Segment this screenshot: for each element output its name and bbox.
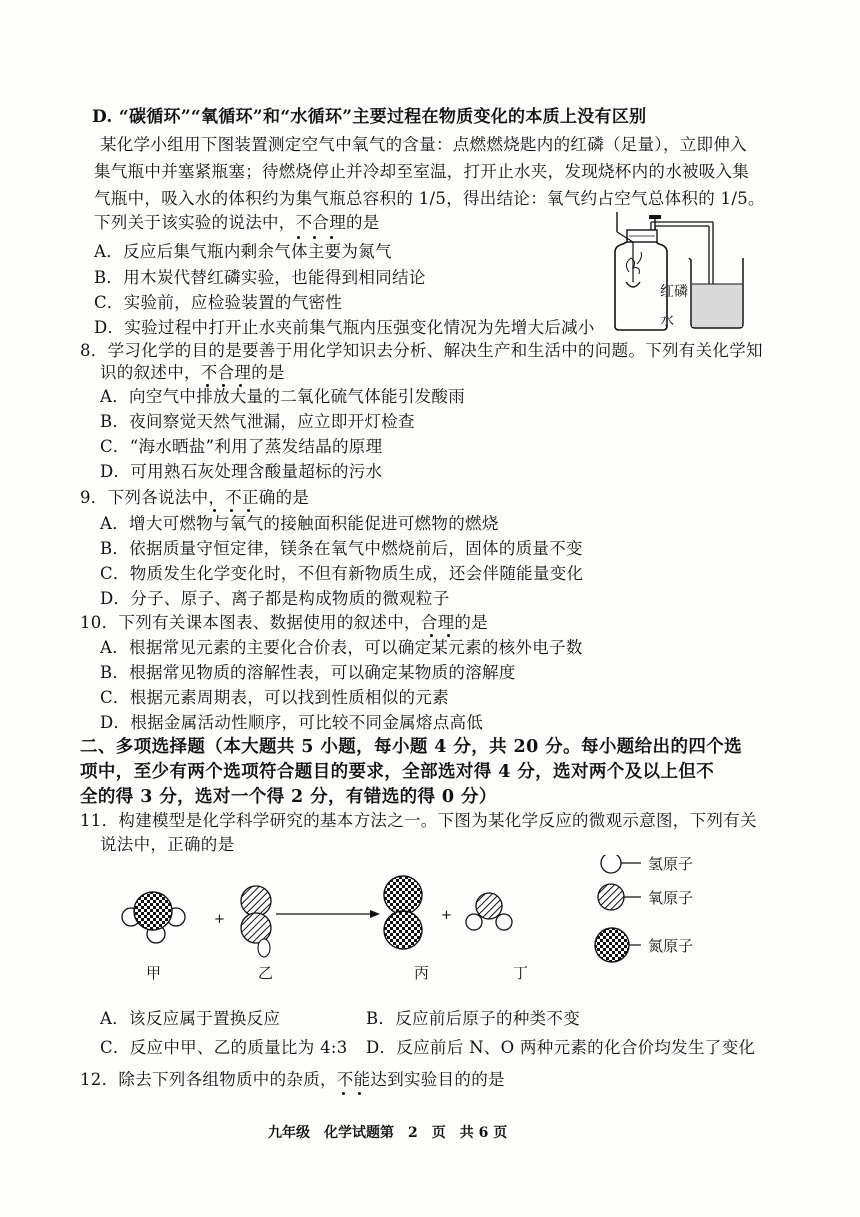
q11-option-d: D．反应前后 N、O 两种元素的化合价均发生了变化: [366, 1038, 756, 1057]
label-phosphorus: 红磷: [660, 284, 688, 300]
label-water: 水: [660, 313, 674, 329]
emphasis-dot: [313, 236, 316, 239]
q11-stem-line2: 说法中，正确的是: [100, 835, 235, 854]
reaction-diagram: [0, 855, 760, 975]
q7-stem-line4: 下列关于该实验的说法中，不合理的是: [94, 213, 380, 232]
apparatus-figure: [593, 212, 768, 332]
q11-option-a: A．该反应属于置换反应: [100, 1009, 281, 1028]
molecule-label-bing: 丙: [414, 964, 430, 982]
emphasis-dot: [358, 1092, 361, 1095]
legend-oxygen: 氧原子: [648, 889, 694, 907]
q11-stem-line1: 11．构建模型是化学科学研究的基本方法之一。下图为某化学反应的微观示意图，下列有关: [80, 811, 757, 830]
page-footer: 九年级 化学试题第 2 页 共 6 页: [268, 1125, 508, 1141]
q10-stem: 10．下列有关课本图表、数据使用的叙述中，合理的是: [80, 613, 488, 632]
svg-text:+: +: [441, 908, 452, 923]
legend-hydrogen: 氢原子: [648, 855, 694, 873]
svg-text:+: +: [214, 912, 225, 927]
section-2-heading-line3: 全的得 3 分，选对一个得 2 分，有错选的得 0 分）: [80, 787, 497, 807]
q6-option-d: D. “碳循环”“氧循环”和“水循环”主要过程在物质变化的本质上没有区别: [92, 107, 647, 127]
q10-option-d: D．根据金属活动性顺序，可比较不同金属熔点高低: [100, 713, 484, 732]
q10-option-b: B．根据常见物质的溶解性表，可以确定某物质的溶解度: [100, 663, 516, 682]
q9-option-b: B．依据质量守恒定律，镁条在氧气中燃烧前后，固体的质量不变: [100, 539, 583, 558]
q7-option-c: C．实验前，应检验装置的气密性: [94, 293, 343, 312]
q9-stem: 9．下列各说法中，不正确的是: [80, 488, 310, 507]
emphasis-dot: [213, 509, 216, 512]
q8-option-b: B．夜间察觉天然气泄漏，应立即开灯检查: [100, 412, 415, 431]
q8-stem-line1: 8．学习化学的目的是要善于用化学知识去分析、解决生产和生活中的问题。下列有关化学知: [80, 341, 763, 360]
q11-option-c: C．反应中甲、乙的质量比为 4:3: [100, 1038, 348, 1057]
q7-option-d: D．实验过程中打开止水夹前集气瓶内压强变化情况为先增大后减小: [94, 318, 595, 337]
section-2-heading-line1: 二、多项选择题（本大题共 5 小题，每小题 4 分，共 20 分。每小题给出的四个选: [80, 737, 743, 757]
q9-option-d: D．分子、原子、离子都是构成物质的微观粒子: [100, 589, 450, 608]
q7-stem-line2: 集气瓶中并塞紧瓶塞；待燃烧停止并冷却至室温，打开止水夹，发现烧杯内的水被吸入集: [94, 162, 750, 181]
emphasis-dot: [297, 236, 300, 239]
emphasis-dot: [342, 1092, 345, 1095]
legend-nitrogen: 氮原子: [648, 937, 694, 955]
q8-stem-line2: 识的叙述中，不合理的是: [100, 363, 285, 382]
emphasis-dot: [230, 509, 233, 512]
q10-option-c: C．根据元素周期表，可以找到性质相似的元素: [100, 688, 449, 707]
q11-option-b: B．反应前后原子的种类不变: [366, 1009, 581, 1028]
molecule-label-yi: 乙: [258, 964, 274, 982]
q7-stem-line1: 某化学小组用下图装置测定空气中氧气的含量：点燃燃烧匙内的红磷（足量），立即伸入: [100, 135, 747, 154]
q8-option-d: D．可用熟石灰处理含酸量超标的污水: [100, 462, 383, 481]
q8-option-a: A．向空气中排放大量的二氧化硫气体能引发酸雨: [100, 387, 466, 406]
q12-stem: 12．除去下列各组物质中的杂质，不能达到实验目的的是: [80, 1070, 505, 1089]
q9-option-c: C．物质发生化学变化时，不但有新物质生成，还会伴随能量变化: [100, 564, 584, 583]
emphasis-dot: [247, 509, 250, 512]
emphasis-dot: [330, 236, 333, 239]
q10-option-a: A．根据常见元素的主要化合价表，可以确定某元素的核外电子数: [100, 638, 583, 657]
molecule-label-jia: 甲: [146, 964, 162, 982]
q8-option-c: C．“海水晒盐”利用了蒸发结晶的原理: [100, 437, 383, 456]
section-2-heading-line2: 项中，至少有两个选项符合题目的要求，全部选对得 4 分，选对两个及以上但不: [80, 762, 715, 782]
q7-option-a: A．反应后集气瓶内剩余气体主要为氮气: [94, 242, 392, 261]
q7-stem-line3: 气瓶中，吸入水的体积约为集气瓶总容积的 1/5，得出结论：氧气约占空气总体积的 1/5。: [94, 189, 765, 208]
q7-option-b: B．用木炭代替红磷实验，也能得到相同结论: [94, 268, 426, 287]
molecule-label-ding: 丁: [513, 964, 529, 982]
q9-option-a: A．增大可燃物与氧气的接触面积能促进可燃物的燃烧: [100, 514, 499, 533]
